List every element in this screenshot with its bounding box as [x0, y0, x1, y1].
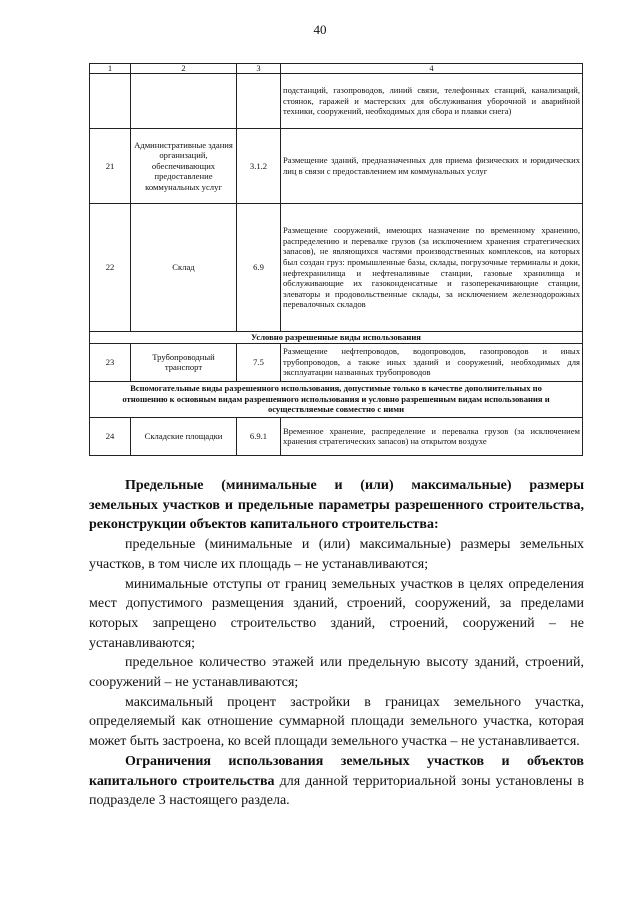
- section-title-conditional: Условно разрешенные виды использования: [90, 332, 583, 344]
- row-description: Размещение зданий, предназначенных для приема физических и юридических лиц в связи с предоставлением им коммунальных услуг: [281, 129, 583, 204]
- paragraph-floors: предельное количество этажей или предельную высоту зданий, строений, сооружений – не устанавливаются;: [89, 655, 584, 691]
- row-number: 22: [90, 204, 131, 332]
- row-code: 6.9.1: [237, 417, 281, 455]
- paragraph-restrictions: [89, 752, 584, 811]
- land-use-table: [89, 63, 583, 456]
- row-number: 24: [90, 417, 131, 455]
- row-name: Административные здания организаций, обеспечивающих предоставление коммунальных услуг: [131, 129, 237, 204]
- row-number: 23: [90, 343, 131, 381]
- section-title-auxiliary: Вспомогательные виды разрешенного использования, допустимые только в качестве дополнительных по отношению к основным видам разрешенного использования и условно разрешенным видам использования и осуществляемые совместно с ними: [90, 381, 583, 417]
- table-row-24: [90, 417, 583, 455]
- section-row-conditional: [90, 332, 583, 344]
- page-number: 40: [313, 22, 327, 37]
- row-code: 3.1.2: [237, 129, 281, 204]
- header-col-2: 2: [131, 64, 237, 74]
- paragraph-coverage: максимальный процент застройки в границах земельного участка, определяемый как отношение суммарной площади земельного участка, которая может быть застроена, ко всей площади земельного участка – не устанавливается.: [89, 694, 584, 750]
- row-name: Складские площадки: [131, 417, 237, 455]
- table-row-23: [90, 343, 583, 381]
- restrictions-bold: Ограничения использования земельных участков и объектов капитального строительства: [89, 753, 584, 789]
- heading-limits: Предельные (минимальные и (или) максимальные) размеры земельных участков и предельные параметры разрешенного строительства, реконструкции объектов капитального строительства:: [89, 478, 584, 533]
- table-row-21: [90, 129, 583, 204]
- row-code: 7.5: [237, 343, 281, 381]
- section-row-auxiliary: [90, 381, 583, 417]
- row-description: Размещение нефтепроводов, водопроводов, газопроводов и иных трубопроводов, а также иных зданий и сооружений, необходимых для эксплуатации названных трубопроводов: [281, 343, 583, 381]
- row-description: Размещение сооружений, имеющих назначение по временному хранению, распределению и перевалке грузов (за исключением хранения стратегических запасов), не являющихся частями производственных комплексов, на которых был создан груз: промышленные базы, склады, погрузочные терминалы и доки, нефтехранилища и нефтеналивные станции, газовые хранилища и обслуживающие их газоконденсатные и газоперекачивающие станции, элеваторы и продовольственные склады, за исключением железнодорожных перевалочных складов: [281, 204, 583, 332]
- table-header-row: [90, 64, 583, 74]
- row-name: Трубопроводный транспорт: [131, 343, 237, 381]
- row-description: подстанций, газопроводов, линий связи, телефонных станций, канализаций, стоянок, гаражей и мастерских для обслуживания уборочной и аварийной техники, сооружений, необходимых для сбора и плавки снега): [281, 74, 583, 129]
- header-col-3: 3: [237, 64, 281, 74]
- body-text: [89, 476, 584, 811]
- paragraph-setbacks: минимальные отступы от границ земельных участков в целях определения мест допустимого размещения зданий, строений, сооружений, за пределами которых запрещено строительство зданий, строений, сооружений – не устанавливаются;: [89, 576, 584, 651]
- row-name: Склад: [131, 204, 237, 332]
- table-row-22: [90, 204, 583, 332]
- restrictions-rest: для данной территориальной зоны установлены в подразделе 3 настоящего раздела.: [89, 773, 585, 809]
- row-code: 6.9: [237, 204, 281, 332]
- header-col-1: 1: [90, 64, 131, 74]
- paragraph-plot-sizes: предельные (минимальные и (или) максимальные) размеры земельных участков, в том числе их площадь – не устанавливаются;: [89, 537, 584, 572]
- row-description: Временное хранение, распределение и перевалка грузов (за исключением хранения стратегических запасов) на открытом воздухе: [281, 417, 583, 455]
- row-number: 21: [90, 129, 131, 204]
- table-row-continuation: [90, 74, 583, 129]
- header-col-4: 4: [281, 64, 583, 74]
